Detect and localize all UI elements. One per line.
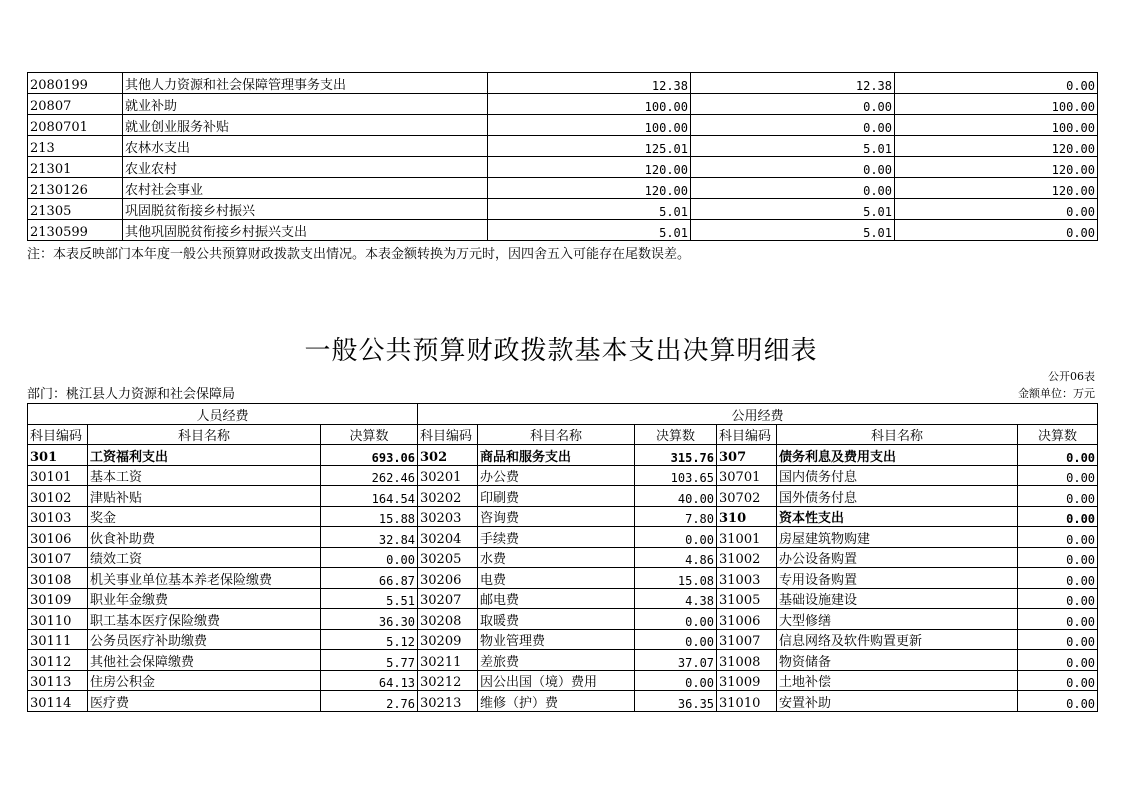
col-amount: 决算数 (635, 424, 717, 445)
group-header-row (28, 404, 1098, 425)
public-amount: 37.07 (635, 650, 717, 671)
public-amount: 103.65 (635, 465, 717, 486)
personnel-code: 30110 (28, 609, 88, 630)
personnel-name: 公务员医疗补助缴费 (88, 629, 321, 650)
project-amount: 100.00 (895, 115, 1098, 136)
table-row (28, 568, 1098, 589)
basic-amount: 5.01 (691, 199, 895, 220)
table-row (28, 527, 1098, 548)
public-amount: 7.80 (635, 506, 717, 527)
public-name: 信息网络及软件购置更新 (777, 629, 1018, 650)
total-amount: 100.00 (488, 94, 691, 115)
column-header-row (28, 424, 1098, 445)
table-row (28, 650, 1098, 671)
public-amount: 0.00 (1018, 650, 1098, 671)
public-name: 安置补助 (777, 691, 1018, 712)
public-code: 31009 (717, 670, 777, 691)
public-code: 31001 (717, 527, 777, 548)
table-row (28, 670, 1098, 691)
basic-amount: 5.01 (691, 220, 895, 241)
col-amount: 决算数 (1018, 424, 1098, 445)
public-amount: 0.00 (1018, 691, 1098, 712)
basic-amount: 12.38 (691, 73, 895, 94)
public-amount: 0.00 (1018, 609, 1098, 630)
public-amount: 0.00 (1018, 486, 1098, 507)
basic-expenditure-detail-table (27, 403, 1098, 712)
basic-amount: 5.01 (691, 136, 895, 157)
personnel-amount: 262.46 (321, 465, 418, 486)
personnel-name: 医疗费 (88, 691, 321, 712)
personnel-amount: 5.77 (321, 650, 418, 671)
public-name: 咨询费 (478, 506, 635, 527)
public-code: 302 (418, 445, 478, 466)
personnel-code: 30107 (28, 547, 88, 568)
public-code: 30205 (418, 547, 478, 568)
project-amount: 0.00 (895, 220, 1098, 241)
personnel-code: 301 (28, 445, 88, 466)
personnel-code: 30103 (28, 506, 88, 527)
public-code: 30213 (418, 691, 478, 712)
personnel-name: 奖金 (88, 506, 321, 527)
public-amount: 0.00 (1018, 670, 1098, 691)
public-amount: 0.00 (1018, 629, 1098, 650)
subject-code: 213 (28, 136, 123, 157)
subject-code: 21301 (28, 157, 123, 178)
personnel-amount: 5.51 (321, 588, 418, 609)
public-name: 资本性支出 (777, 506, 1018, 527)
total-amount: 100.00 (488, 115, 691, 136)
project-amount: 0.00 (895, 73, 1098, 94)
public-amount: 0.00 (635, 629, 717, 650)
public-amount: 0.00 (635, 527, 717, 548)
personnel-amount: 2.76 (321, 691, 418, 712)
amount-unit: 金额单位：万元 (1018, 387, 1095, 400)
subject-name: 农村社会事业 (123, 178, 488, 199)
col-code: 科目编码 (717, 424, 777, 445)
public-name: 国外债务付息 (777, 486, 1018, 507)
personnel-code: 30108 (28, 568, 88, 589)
public-code: 30212 (418, 670, 478, 691)
subject-code: 20807 (28, 94, 123, 115)
personnel-code: 30102 (28, 486, 88, 507)
public-name: 房屋建筑物购建 (777, 527, 1018, 548)
public-code: 30702 (717, 486, 777, 507)
public-amount: 0.00 (1018, 506, 1098, 527)
personnel-amount: 5.12 (321, 629, 418, 650)
personnel-code: 30112 (28, 650, 88, 671)
personnel-name: 职业年金缴费 (88, 588, 321, 609)
personnel-name: 其他社会保障缴费 (88, 650, 321, 671)
public-amount: 40.00 (635, 486, 717, 507)
personnel-amount: 64.13 (321, 670, 418, 691)
public-amount: 36.35 (635, 691, 717, 712)
table-row (28, 136, 1098, 157)
personnel-code: 30113 (28, 670, 88, 691)
subject-name: 其他人力资源和社会保障管理事务支出 (123, 73, 488, 94)
table-row (28, 691, 1098, 712)
table-row (28, 157, 1098, 178)
personnel-code: 30106 (28, 527, 88, 548)
public-code: 30201 (418, 465, 478, 486)
public-code: 31006 (717, 609, 777, 630)
total-amount: 125.01 (488, 136, 691, 157)
subject-code: 2080701 (28, 115, 123, 136)
subject-name: 其他巩固脱贫衔接乡村振兴支出 (123, 220, 488, 241)
table-row (28, 73, 1098, 94)
public-name: 国内债务付息 (777, 465, 1018, 486)
subject-name: 就业创业服务补贴 (123, 115, 488, 136)
col-name: 科目名称 (88, 424, 321, 445)
table-row (28, 115, 1098, 136)
personnel-code: 30109 (28, 588, 88, 609)
col-code: 科目编码 (418, 424, 478, 445)
subject-code: 21305 (28, 199, 123, 220)
public-amount: 0.00 (1018, 445, 1098, 466)
table-note: 注：本表反映部门本年度一般公共预算财政拨款支出情况。本表金额转换为万元时，因四舍五入可能存在尾数误差。 (27, 247, 691, 262)
project-amount: 100.00 (895, 94, 1098, 115)
table-row (28, 486, 1098, 507)
public-name: 电费 (478, 568, 635, 589)
col-code: 科目编码 (28, 424, 88, 445)
personnel-amount: 693.06 (321, 445, 418, 466)
personnel-code: 30101 (28, 465, 88, 486)
personnel-amount: 32.84 (321, 527, 418, 548)
public-name: 水费 (478, 547, 635, 568)
subject-name: 巩固脱贫衔接乡村振兴 (123, 199, 488, 220)
public-name: 物资储备 (777, 650, 1018, 671)
public-amount: 0.00 (1018, 547, 1098, 568)
public-amount: 4.86 (635, 547, 717, 568)
personnel-name: 津贴补贴 (88, 486, 321, 507)
public-name: 取暖费 (478, 609, 635, 630)
public-name: 物业管理费 (478, 629, 635, 650)
table-row (28, 94, 1098, 115)
public-header: 公用经费 (418, 404, 1098, 425)
total-amount: 5.01 (488, 199, 691, 220)
public-code: 31008 (717, 650, 777, 671)
public-name: 差旅费 (478, 650, 635, 671)
personnel-amount: 66.87 (321, 568, 418, 589)
table-row (28, 445, 1098, 466)
public-name: 邮电费 (478, 588, 635, 609)
basic-amount: 0.00 (691, 157, 895, 178)
subject-name: 农林水支出 (123, 136, 488, 157)
project-amount: 120.00 (895, 136, 1098, 157)
personnel-amount: 0.00 (321, 547, 418, 568)
personnel-name: 绩效工资 (88, 547, 321, 568)
public-code: 31003 (717, 568, 777, 589)
public-amount: 15.08 (635, 568, 717, 589)
project-amount: 120.00 (895, 178, 1098, 199)
public-amount: 315.76 (635, 445, 717, 466)
project-amount: 120.00 (895, 157, 1098, 178)
public-code: 30204 (418, 527, 478, 548)
table-row (28, 547, 1098, 568)
public-amount: 0.00 (1018, 527, 1098, 548)
public-name: 办公费 (478, 465, 635, 486)
subject-code: 2130126 (28, 178, 123, 199)
col-name: 科目名称 (478, 424, 635, 445)
table-row (28, 588, 1098, 609)
public-amount: 0.00 (1018, 465, 1098, 486)
personnel-amount: 36.30 (321, 609, 418, 630)
subject-code: 2080199 (28, 73, 123, 94)
public-name: 专用设备购置 (777, 568, 1018, 589)
public-name: 因公出国（境）费用 (478, 670, 635, 691)
department-label: 部门：桃江县人力资源和社会保障局 (27, 387, 236, 402)
public-code: 30206 (418, 568, 478, 589)
public-name: 维修（护）费 (478, 691, 635, 712)
public-code: 30209 (418, 629, 478, 650)
personnel-header: 人员经费 (28, 404, 418, 425)
expenditure-table-continued (27, 72, 1098, 241)
personnel-code: 30111 (28, 629, 88, 650)
public-amount: 0.00 (1018, 588, 1098, 609)
page-title: 一般公共预算财政拨款基本支出决算明细表 (304, 336, 818, 366)
personnel-amount: 15.88 (321, 506, 418, 527)
table-row (28, 199, 1098, 220)
basic-amount: 0.00 (691, 178, 895, 199)
public-code: 30701 (717, 465, 777, 486)
personnel-name: 住房公积金 (88, 670, 321, 691)
public-code: 31007 (717, 629, 777, 650)
public-code: 30203 (418, 506, 478, 527)
personnel-name: 机关事业单位基本养老保险缴费 (88, 568, 321, 589)
public-name: 债务利息及费用支出 (777, 445, 1018, 466)
public-name: 办公设备购置 (777, 547, 1018, 568)
public-name: 商品和服务支出 (478, 445, 635, 466)
subject-code: 2130599 (28, 220, 123, 241)
total-amount: 12.38 (488, 73, 691, 94)
public-name: 土地补偿 (777, 670, 1018, 691)
personnel-name: 工资福利支出 (88, 445, 321, 466)
public-amount: 0.00 (635, 670, 717, 691)
project-amount: 0.00 (895, 199, 1098, 220)
personnel-amount: 164.54 (321, 486, 418, 507)
public-code: 31010 (717, 691, 777, 712)
table-row (28, 629, 1098, 650)
public-amount: 0.00 (1018, 568, 1098, 589)
table-row (28, 220, 1098, 241)
public-code: 31005 (717, 588, 777, 609)
public-code: 30211 (418, 650, 478, 671)
personnel-name: 基本工资 (88, 465, 321, 486)
public-code: 30202 (418, 486, 478, 507)
public-amount: 0.00 (635, 609, 717, 630)
personnel-code: 30114 (28, 691, 88, 712)
total-amount: 5.01 (488, 220, 691, 241)
subject-name: 就业补助 (123, 94, 488, 115)
col-name: 科目名称 (777, 424, 1018, 445)
public-amount: 4.38 (635, 588, 717, 609)
col-amount: 决算数 (321, 424, 418, 445)
public-name: 手续费 (478, 527, 635, 548)
table-row (28, 465, 1098, 486)
table-row (28, 506, 1098, 527)
table-row (28, 178, 1098, 199)
personnel-name: 伙食补助费 (88, 527, 321, 548)
total-amount: 120.00 (488, 178, 691, 199)
subject-name: 农业农村 (123, 157, 488, 178)
public-code: 31002 (717, 547, 777, 568)
public-name: 印刷费 (478, 486, 635, 507)
table-row (28, 609, 1098, 630)
public-code: 307 (717, 445, 777, 466)
public-code: 30207 (418, 588, 478, 609)
public-name: 大型修缮 (777, 609, 1018, 630)
public-name: 基础设施建设 (777, 588, 1018, 609)
public-code: 30208 (418, 609, 478, 630)
form-code: 公开06表 (1048, 370, 1095, 383)
basic-amount: 0.00 (691, 94, 895, 115)
public-code: 310 (717, 506, 777, 527)
basic-amount: 0.00 (691, 115, 895, 136)
personnel-name: 职工基本医疗保险缴费 (88, 609, 321, 630)
total-amount: 120.00 (488, 157, 691, 178)
